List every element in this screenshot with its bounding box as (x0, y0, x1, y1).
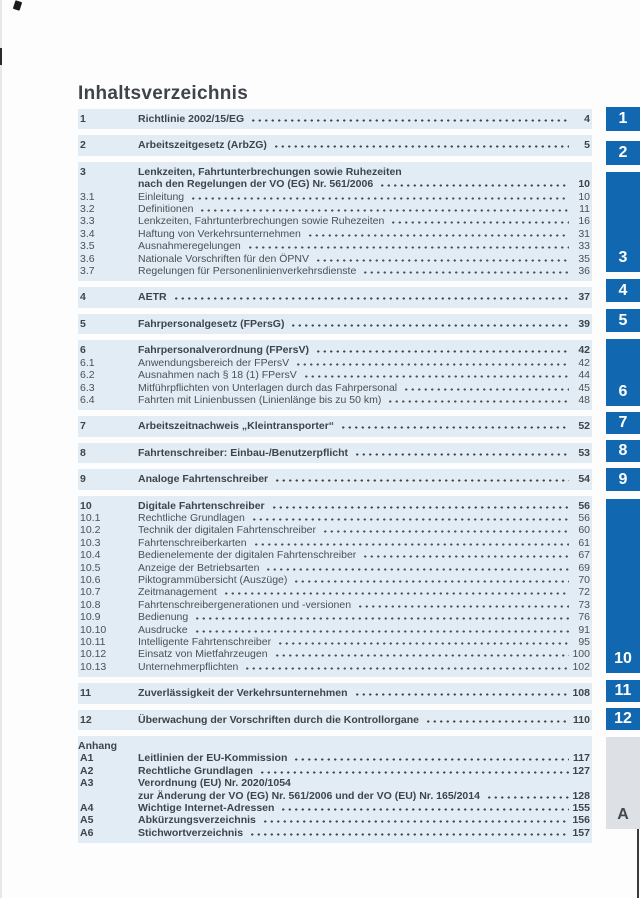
side-tab-label: 2 (618, 144, 628, 161)
toc-page-number: 100 (572, 648, 590, 661)
toc-row (78, 215, 590, 227)
scan-artifact-dot (13, 0, 22, 11)
toc-page-number: 31 (578, 227, 590, 240)
dot-leader (250, 119, 569, 122)
dot-leader (247, 246, 569, 249)
dot-leader (315, 350, 569, 353)
toc-entry-title: Leitlinien der EU-Kommission (138, 752, 288, 765)
toc-page-number: 48 (578, 393, 590, 406)
dot-leader (354, 453, 569, 456)
toc-entry-number: 10.10 (80, 623, 107, 636)
side-tab-2 (606, 141, 640, 165)
toc-page-number: 10 (578, 178, 590, 191)
toc-page-number: 42 (578, 356, 590, 369)
toc-entry-title: Überwachung der Vorschriften durch die Kontrollorgane (138, 713, 420, 726)
toc-entry-number: 10.2 (80, 524, 101, 537)
toc-row (78, 790, 590, 802)
toc-entry-number: 10 (80, 499, 92, 512)
toc-entry-title: Arbeitszeitnachweis „Kleintransporter“ (138, 420, 335, 433)
toc-entry-title: Zuverlässigkeit der Verkehrsunternehmen (138, 687, 348, 700)
toc-page-number: 108 (572, 687, 590, 700)
toc-entry-number: 6.2 (80, 369, 95, 382)
toc-entry-number: 1 (80, 113, 86, 125)
toc-page-number: 128 (572, 789, 590, 802)
side-tab-1 (606, 107, 640, 131)
toc-entry-number: A4 (80, 802, 94, 815)
dot-leader (387, 400, 569, 403)
toc-row (78, 473, 590, 485)
toc-entry-title: Regelungen für Personenlinienverkehrsdienste (138, 265, 357, 278)
toc-entry-title: Intelligente Fahrtenschreiber (138, 636, 272, 648)
toc-entry-number: 10.3 (80, 536, 101, 549)
dot-leader (199, 209, 569, 212)
side-tab-label: 9 (618, 470, 628, 488)
toc-page-number: 45 (578, 381, 590, 394)
side-tab-10 (606, 499, 640, 673)
dot-leader (223, 592, 569, 595)
toc-row (78, 191, 590, 203)
scan-artifact-right-edge (637, 829, 639, 898)
toc-page-number: 155 (572, 802, 590, 815)
toc-row (78, 752, 590, 764)
toc-entry-number: 8 (80, 446, 86, 459)
dot-leader (340, 426, 569, 429)
side-tab-label: 4 (618, 281, 628, 299)
toc-entry-title: Fahrtenschreibergenerationen und -versionen (138, 598, 352, 611)
toc-entry-title: Rechtliche Grundlagen (138, 764, 253, 777)
toc-row (78, 562, 590, 574)
toc-group (78, 416, 592, 436)
toc-entry-title: Mitführpflichten von Unterlagen durch das Fahrpersonal (138, 381, 398, 394)
dot-leader (259, 771, 569, 774)
dot-leader (354, 693, 569, 696)
toc-entry-title: Arbeitszeitgesetz (ArbZG) (138, 139, 267, 152)
toc-entry-number: 3.2 (80, 203, 95, 216)
toc-page-number: 56 (578, 511, 590, 524)
toc-row (78, 512, 590, 524)
toc-page-number: 117 (573, 752, 590, 765)
toc-page-number: 70 (578, 573, 590, 586)
toc-section-label-row (78, 740, 590, 752)
toc-row (78, 574, 590, 586)
side-tab-3 (606, 172, 640, 272)
toc-entry-title: Fahrpersonalverordnung (FPersV) (138, 344, 309, 357)
dot-leader (307, 234, 569, 237)
toc-group (78, 683, 592, 703)
dot-leader (362, 271, 569, 274)
toc-entry-number: 10.4 (80, 549, 101, 562)
toc-entry-title: Fahrpersonalgesetz (FPersG) (138, 317, 285, 330)
toc-row (78, 166, 590, 178)
toc-row (78, 203, 590, 215)
toc-entry-number: 10.11 (80, 636, 106, 648)
side-tab-6 (606, 339, 640, 406)
toc-entry-number: 10.7 (80, 586, 101, 599)
toc-group (78, 314, 592, 334)
toc-page-number: 60 (578, 524, 590, 537)
toc-entry-number: 6.4 (80, 393, 95, 406)
toc-entry-number: 3.7 (80, 265, 95, 278)
toc-page-number: 110 (573, 713, 590, 726)
toc-page-number: 42 (578, 344, 590, 357)
toc-entry-number: 9 (80, 473, 86, 486)
toc-entry-title: Ausdrucke (138, 623, 188, 636)
toc-row (78, 537, 590, 549)
toc-entry-number: 10.12 (80, 648, 107, 661)
toc-row (78, 624, 590, 636)
side-tab-label: 10 (614, 650, 632, 667)
toc-entry-number: 2 (80, 139, 86, 152)
toc-group (78, 340, 592, 410)
toc-row (78, 549, 590, 561)
toc-row (78, 344, 590, 356)
toc-group (78, 109, 592, 129)
toc-section-label: Anhang (78, 740, 118, 753)
toc-page-number: 157 (572, 826, 590, 839)
toc-row (78, 369, 590, 381)
toc-entry-title: Definitionen (138, 203, 194, 216)
dot-leader (274, 654, 569, 657)
toc-page-number: 52 (578, 420, 590, 433)
dot-leader (280, 808, 569, 811)
toc-entry-number: 6.1 (80, 356, 95, 369)
side-tab-label: 7 (618, 414, 628, 431)
toc-row (78, 447, 590, 459)
toc-page-number: 37 (578, 291, 590, 304)
toc-page-number: 16 (578, 215, 590, 228)
toc-entry-title: Lenkzeiten, Fahrtunterbrechungen sowie Ruhezeiten (138, 165, 402, 178)
toc-entry-number: 3.6 (80, 252, 95, 265)
toc-page-number: 156 (572, 814, 590, 827)
toc-entry-title: Rechtliche Grundlagen (138, 511, 245, 524)
toc-page-number: 11 (579, 203, 590, 216)
side-tab-label: 1 (618, 110, 628, 127)
toc-entry-number: 6 (80, 344, 86, 357)
side-tab-label: 8 (618, 442, 628, 459)
toc-entry-title: Richtlinie 2002/15/EG (138, 113, 245, 125)
side-tab-label: 3 (618, 249, 628, 266)
toc-row (78, 265, 590, 277)
toc-group (78, 162, 592, 282)
toc-page-number: 53 (578, 446, 590, 459)
toc-entry-title: Haftung von Verkehrsunternehmen (138, 227, 301, 240)
toc-row (78, 318, 590, 330)
dot-leader (271, 506, 569, 509)
toc-page-number: 56 (578, 499, 590, 512)
toc-entry-number: 6.3 (80, 381, 95, 394)
page-title: Inhaltsverzeichnis (78, 83, 249, 104)
scan-artifact-line (0, 48, 2, 65)
toc-row (78, 586, 590, 598)
side-tab-8 (606, 440, 640, 462)
dot-leader (290, 324, 569, 327)
dot-leader (295, 363, 569, 366)
toc-entry-number: 12 (80, 713, 92, 726)
toc-entry-title: Fahrtenschreiber: Einbau-/Benutzerpflicht (138, 446, 349, 459)
toc-page-number: 95 (578, 636, 590, 648)
toc-group (78, 287, 592, 307)
toc-group (78, 443, 592, 463)
toc-row (78, 777, 590, 789)
toc-row (78, 687, 590, 699)
toc-row (78, 714, 590, 726)
toc-entry-number: A1 (80, 752, 94, 765)
toc-entry-title: Fahrtenschreiberkarten (138, 536, 247, 549)
toc-entry-number: A3 (80, 777, 94, 790)
toc-entry-title: Abkürzungsverzeichnis (138, 814, 256, 827)
toc-entry-title: Unternehmerpflichten (138, 660, 239, 673)
toc-entry-title: Bedienung (138, 611, 189, 624)
toc-list (78, 109, 592, 849)
dot-leader (293, 758, 569, 761)
dot-leader (273, 145, 569, 148)
toc-entry-number: 4 (80, 291, 86, 304)
toc-page-number: 36 (578, 265, 590, 278)
toc-row (78, 765, 590, 777)
side-tab-4 (606, 279, 640, 302)
toc-page-number: 102 (572, 660, 590, 673)
dot-leader (244, 667, 569, 670)
dot-leader (265, 568, 569, 571)
dot-leader (173, 297, 569, 300)
toc-group (78, 736, 592, 843)
toc-entry-number: 3.5 (80, 240, 95, 253)
side-tab-12 (606, 708, 640, 730)
toc-page-number: 91 (578, 623, 590, 636)
toc-entry-number: 10.9 (80, 611, 101, 624)
toc-page-number: 72 (578, 586, 590, 599)
dot-leader (274, 479, 569, 482)
toc-row (78, 113, 590, 125)
toc-entry-title: Lenkzeiten, Fahrtunterbrechungen sowie Ruhezeiten (138, 215, 385, 228)
toc-row (78, 524, 590, 536)
toc-entry-title: Einleitung (138, 190, 185, 203)
toc-page-number: 61 (578, 536, 590, 549)
toc-entry-title: Technik der digitalen Fahrtenschreiber (138, 524, 317, 537)
toc-row (78, 636, 590, 648)
toc-row (78, 394, 590, 406)
toc-row (78, 827, 590, 839)
toc-entry-title: Anwendungsbereich der FPersV (138, 356, 290, 369)
toc-entry-title: Zeitmanagement (138, 586, 217, 599)
dot-leader (403, 388, 569, 391)
toc-entry-title: zur Änderung der VO (EG) Nr. 561/2006 und der VO (EU) Nr. 165/2014 (138, 789, 480, 802)
toc-entry-title: Anzeige der Betriebsarten (138, 561, 260, 574)
toc-row (78, 228, 590, 240)
toc-group (78, 710, 592, 730)
dot-leader (425, 720, 569, 723)
dot-leader (249, 833, 569, 836)
toc-row (78, 240, 590, 252)
toc-entry-number: 3 (80, 165, 86, 178)
toc-row (78, 420, 590, 432)
dot-leader (357, 605, 569, 608)
toc-entry-number: 3.3 (80, 215, 95, 228)
toc-group (78, 469, 592, 489)
toc-entry-title: Piktogrammübersicht (Auszüge) (138, 573, 288, 586)
dot-leader (277, 642, 569, 645)
toc-entry-title: Einsatz von Mietfahrzeugen (138, 648, 268, 661)
side-tab-label: 5 (618, 311, 628, 329)
toc-entry-title: nach den Regelungen der VO (EG) Nr. 561/2006 (138, 178, 374, 191)
toc-page-number: 10 (578, 190, 590, 203)
dot-leader (362, 555, 569, 558)
toc-page-number: 4 (584, 113, 590, 125)
toc-page-number: 73 (578, 598, 590, 611)
toc-entry-title: Wichtige Internet-Adressen (138, 802, 275, 815)
dot-leader (293, 580, 569, 583)
toc-page-number: 67 (578, 549, 590, 562)
toc-page-number: 76 (578, 611, 590, 624)
toc-row (78, 648, 590, 660)
toc-entry-title: Ausnahmen nach § 18 (1) FPersV (138, 369, 297, 382)
page-edge-shadow (0, 0, 2, 898)
toc-entry-title: Verordnung (EU) Nr. 2020/1054 (138, 777, 291, 790)
toc-entry-title: Digitale Fahrtenschreiber (138, 499, 265, 512)
toc-entry-title: Bedienelemente der digitalen Fahrtenschreiber (138, 549, 357, 562)
side-tab-label: 12 (614, 710, 632, 727)
toc-page-number: 5 (584, 139, 590, 152)
toc-entry-number: 10.6 (80, 573, 101, 586)
toc-row (78, 599, 590, 611)
toc-entry-number: 11 (80, 687, 92, 700)
toc-entry-number: 3.4 (80, 227, 95, 240)
toc-page-number: 33 (578, 240, 590, 253)
toc-entry-number: 10.8 (80, 598, 101, 611)
dot-leader (194, 630, 569, 633)
toc-entry-number: A5 (80, 814, 94, 827)
toc-entry-number: 3.1 (80, 190, 95, 203)
toc-entry-number: 7 (80, 420, 86, 433)
side-tab-9 (606, 468, 640, 491)
toc-group (78, 135, 592, 155)
dot-leader (190, 197, 569, 200)
toc-entry-number: 10.5 (80, 561, 101, 574)
dot-leader (315, 259, 569, 262)
side-tab-a (606, 737, 640, 829)
dot-leader (251, 518, 569, 521)
toc-page-number: 44 (578, 369, 590, 382)
toc-page-number: 69 (578, 561, 590, 574)
toc-entry-title: Fahrten mit Linienbussen (Linienlänge bis zu 50 km) (138, 393, 382, 406)
dot-leader (379, 184, 569, 187)
toc-row (78, 500, 590, 512)
toc-entry-number: 5 (80, 317, 86, 330)
toc-row (78, 253, 590, 265)
toc-row (78, 382, 590, 394)
toc-row (78, 291, 590, 303)
toc-entry-number: A6 (80, 826, 94, 839)
toc-entry-title: Analoge Fahrtenschreiber (138, 473, 269, 486)
toc-row (78, 814, 590, 826)
side-tab-5 (606, 309, 640, 332)
toc-page-number: 54 (578, 473, 590, 486)
toc-row (78, 178, 590, 190)
dot-leader (486, 796, 569, 799)
toc-row (78, 139, 590, 151)
toc-entry-number: 10.1 (80, 511, 101, 524)
toc-entry-title: Stichwortverzeichnis (138, 826, 244, 839)
dot-leader (303, 375, 569, 378)
toc-entry-number: 10.13 (80, 660, 107, 673)
toc-entry-title: Ausnahmeregelungen (138, 240, 241, 253)
toc-row (78, 611, 590, 623)
toc-page-number: 127 (572, 764, 590, 777)
side-tab-label: 6 (618, 383, 628, 400)
side-tab-label: A (617, 806, 629, 823)
dot-leader (390, 221, 569, 224)
dot-leader (194, 617, 569, 620)
toc-row (78, 802, 590, 814)
toc-entry-title: Nationale Vorschriften für den ÖPNV (138, 252, 310, 265)
toc-row (78, 357, 590, 369)
toc-group (78, 496, 592, 678)
side-tab-11 (606, 680, 640, 702)
toc-row (78, 661, 590, 673)
toc-page-number: 35 (578, 252, 590, 265)
dot-leader (253, 543, 569, 546)
toc-page-number: 39 (578, 317, 590, 330)
dot-leader (262, 820, 569, 823)
dot-leader (322, 530, 569, 533)
toc-entry-title: AETR (138, 291, 167, 304)
side-tab-7 (606, 412, 640, 434)
side-tab-label: 11 (614, 682, 632, 699)
toc-entry-number: A2 (80, 764, 94, 777)
